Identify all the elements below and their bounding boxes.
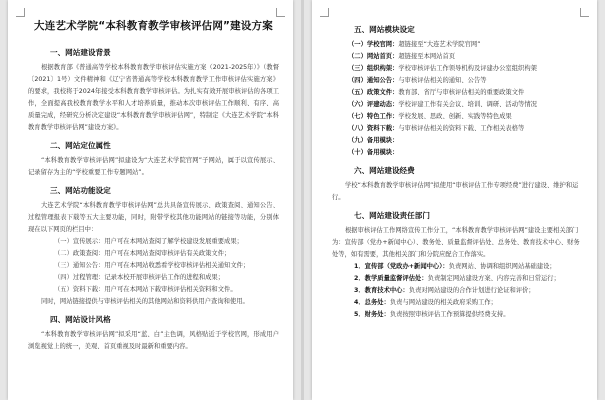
section-paragraph-background: 根据教育部《普通高等学校本科教育教学审核评估实施方案（2021-2025年）》（教督〔2021〕1号）文件精神和《辽宁省普通高等学校本科教育教学工作审核评估实施方案》的要求，我校将于2024年接受本科教育教学审核评估。为扎实有效开展审核评估的各项工作，全面提高我校教育教学水平和人才培养质量，推动本次审核评估工作顺利、有序、高质量完成，经研究分析决定建设“本科教育教学审核评估网”，特制定《大连艺术学院“本科教育教学审核评估网”建设方案》。	[28, 64, 279, 131]
module-item	[348, 51, 583, 63]
department-item	[354, 285, 583, 297]
page-gap	[301, 0, 304, 400]
document-title: 大连艺术学院“本科教育教学审核评估网”建设方案	[34, 20, 273, 32]
department-text: 负责与网站建设的相关政府采购工作；	[389, 299, 497, 306]
module-label: （七）特色工作：	[348, 113, 399, 120]
section-paragraph-positioning: “本科教育教学审核评估网”拟建设为“大连艺术学院官网”子网站，属于以宣传展示、记录留存为主的“学校重要工作专题网站”。	[28, 157, 279, 176]
module-label: （六）评建动态：	[348, 101, 399, 108]
function-item: （一）宣传展示：用户可在本网站查阅了解学校建设发展重要成果；	[54, 238, 243, 245]
module-text: 超链接至本网站首页	[398, 53, 456, 60]
section-heading-functions: 三、网站功能设定	[50, 186, 111, 195]
section-heading-funding: 六、网站建设经费	[354, 166, 415, 175]
module-label: （九）备用模块：	[348, 137, 399, 144]
module-label: （八）资料下载：	[348, 125, 399, 132]
module-text: 学校发展、思政、创新、实践等特色成果	[398, 113, 512, 120]
module-text: 学校审核评估工作领导机构及评建办公室组织构架	[398, 65, 537, 72]
department-label: 2．教学质量监督评估处：	[354, 275, 428, 282]
page-corner-mark	[320, 8, 329, 17]
department-label: 3．教育技术中心：	[354, 287, 409, 294]
function-item: （三）通知公告：用户可在本网站收悉看学校审核评估相关通知文件；	[54, 262, 250, 269]
function-item: （四）过程管理：记录本校开展审核评估工作的进程和成果；	[54, 274, 225, 281]
module-text: 与审核评估相关的通知、公告等	[398, 77, 487, 84]
module-item	[348, 123, 583, 135]
module-text: 学校评建工作有关会议、培训、调研、活动等情况	[398, 101, 537, 108]
document-page-right	[312, 0, 597, 400]
section-paragraph-functions-tail: 同时，网站链接提供与审核评估相关的其他网站和资料供用户查询和使用。	[41, 298, 249, 305]
module-item	[348, 87, 583, 99]
section-heading-background: 一、网站建设背景	[50, 48, 111, 57]
department-item	[354, 297, 583, 309]
section-heading-departments: 七、网站建设责任部门	[354, 211, 430, 220]
department-text: 负责制定网站建设方案、内容完善和日常运行；	[427, 275, 560, 282]
module-label: （五）政策文件：	[348, 89, 399, 96]
document-page-left	[8, 0, 293, 400]
module-text: 超链接至“大连艺术学院官网”	[398, 41, 481, 48]
department-text: 负责对网站建设的合作计划进行论证和评价；	[408, 287, 535, 294]
function-item: （五）资料下载：用户可在本网站下载审核评估相关资料和文件。	[54, 286, 237, 293]
department-label: 1．宣传部（党政办+新闻中心）：	[354, 263, 449, 270]
department-label: 4．总务处：	[354, 299, 390, 306]
department-item	[354, 309, 583, 321]
department-text: 负责按照审核评估工作预算提供经费支持。	[389, 311, 510, 318]
module-item	[348, 75, 583, 87]
department-item	[354, 261, 583, 273]
module-text: 与审核评估相关的资料下载、工作相关表格等	[398, 125, 525, 132]
section-paragraph-funding: 学校“本科教育教学审核评估网”拟使用“审核评估工作专项经费”进行建设、维护和运行。	[332, 182, 579, 201]
module-item	[348, 63, 583, 75]
module-item	[348, 147, 583, 159]
department-text: 负责网站、协调和组织网站基础建设；	[448, 263, 556, 270]
module-item	[348, 111, 583, 123]
page-corner-mark	[580, 8, 589, 17]
page-corner-mark	[16, 8, 25, 17]
department-item	[354, 273, 583, 285]
module-item	[348, 39, 583, 51]
function-item: （二）政策查阅：用户可在本网站查阅审核评估有关政策文件；	[54, 250, 231, 257]
section-paragraph-style: “本科教育教学审核评估网”拟采用“蓝、白”主色调，风格贴近于学校官网，形成用户浏览视觉上的统一，美观、首页重视及时最新和重要内容。	[28, 331, 279, 350]
section-paragraph-departments: 根据审核评估工作网络宣传工作分工，“本科教育教学审核评估网”建设主要相关部门为：宣传部（党办+新闻中心）、教务处、质量监督评估处、总务处、教育技术中心、财务处等，如有需要，其他相关部门和分院应配合工作落实。	[332, 227, 580, 258]
section-heading-modules: 五、网站模块设定	[354, 25, 415, 34]
page-corner-mark	[276, 8, 285, 17]
section-heading-positioning: 二、网站定位属性	[50, 141, 111, 150]
section-heading-style: 四、网站设计风格	[50, 315, 111, 324]
section-paragraph-functions: 大连艺术学院“本科教育教学审核评估网”总共具备宣传展示、政策查阅、通知公告、过程管理报表下载等五大主要功能，同时，附带学校其他功能网站的链接等功能，分别体现在以下网页的栏目中：	[28, 202, 279, 233]
module-item	[348, 135, 583, 147]
module-item	[348, 99, 583, 111]
module-label: （十）备用模块：	[348, 149, 399, 156]
module-text: 教育部、省厅与审核评估相关的重要政策文件	[398, 89, 525, 96]
module-label: （四）通知公告：	[348, 77, 399, 84]
module-label: （一）学校官网：	[348, 41, 399, 48]
module-label: （三）组织构架：	[348, 65, 399, 72]
module-label: （二）网站首页：	[348, 53, 399, 60]
department-label: 5．财务处：	[354, 311, 390, 318]
